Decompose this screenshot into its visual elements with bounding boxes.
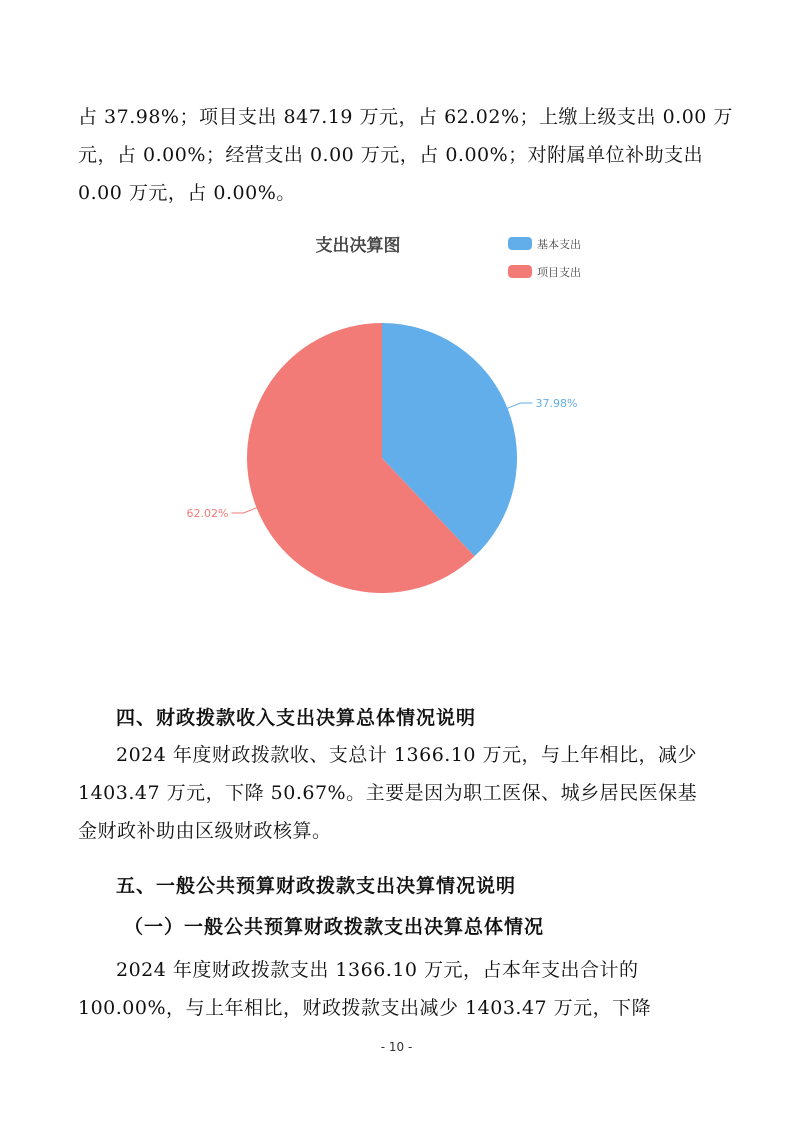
intro-line-3: 0.00 万元，占 0.00%。: [78, 182, 296, 204]
section4-line-3: 金财政补助由区级财政核算。: [78, 820, 332, 842]
legend-label-1: 基本支出: [537, 238, 581, 251]
pie-label-1: 37.98%: [535, 397, 578, 411]
section4-line-1: 2024 年度财政拨款收、支总计 1366.10 万元，与上年相比，减少: [116, 744, 698, 766]
chart-legend: [508, 237, 581, 279]
section4-heading: 四、财政拨款收入支出决算总体情况说明: [116, 707, 477, 729]
legend-swatch-1: [508, 237, 532, 250]
intro-line-2: 元，占 0.00%；经营支出 0.00 万元，占 0.00%；对附属单位补助支出: [78, 144, 704, 166]
intro-paragraph: [78, 98, 733, 212]
pie-label-2: 62.02%: [186, 506, 229, 520]
page-number: - 10 -: [380, 1040, 413, 1054]
section5-line-2: 100.00%，与上年相比，财政拨款支出减少 1403.47 万元，下降: [78, 997, 652, 1019]
intro-line-1: 占 37.98%；项目支出 847.19 万元，占 62.02%；上缴上级支出 0.00 万: [78, 106, 733, 128]
legend-label-2: 项目支出: [537, 266, 581, 279]
section5-heading: 五、一般公共预算财政拨款支出决算情况说明: [116, 875, 517, 897]
chart-title: 支出决算图: [315, 236, 401, 256]
section4-line-2: 1403.47 万元，下降 50.67%。主要是因为职工医保、城乡居民医保基: [78, 782, 698, 804]
section4-paragraph: [78, 736, 718, 850]
pie-leader-line-2: [231, 508, 256, 513]
pie-leader-line-1: [507, 403, 532, 408]
section5-subheading: （一）一般公共预算财政拨款支出决算总体情况: [124, 916, 545, 938]
section5-line-1: 2024 年度财政拨款支出 1366.10 万元，占本年支出合计的: [116, 959, 639, 981]
section5-paragraph: [78, 951, 718, 1027]
expenditure-pie-chart: [150, 225, 630, 615]
pie-slices: [247, 323, 517, 593]
legend-swatch-2: [508, 265, 532, 278]
